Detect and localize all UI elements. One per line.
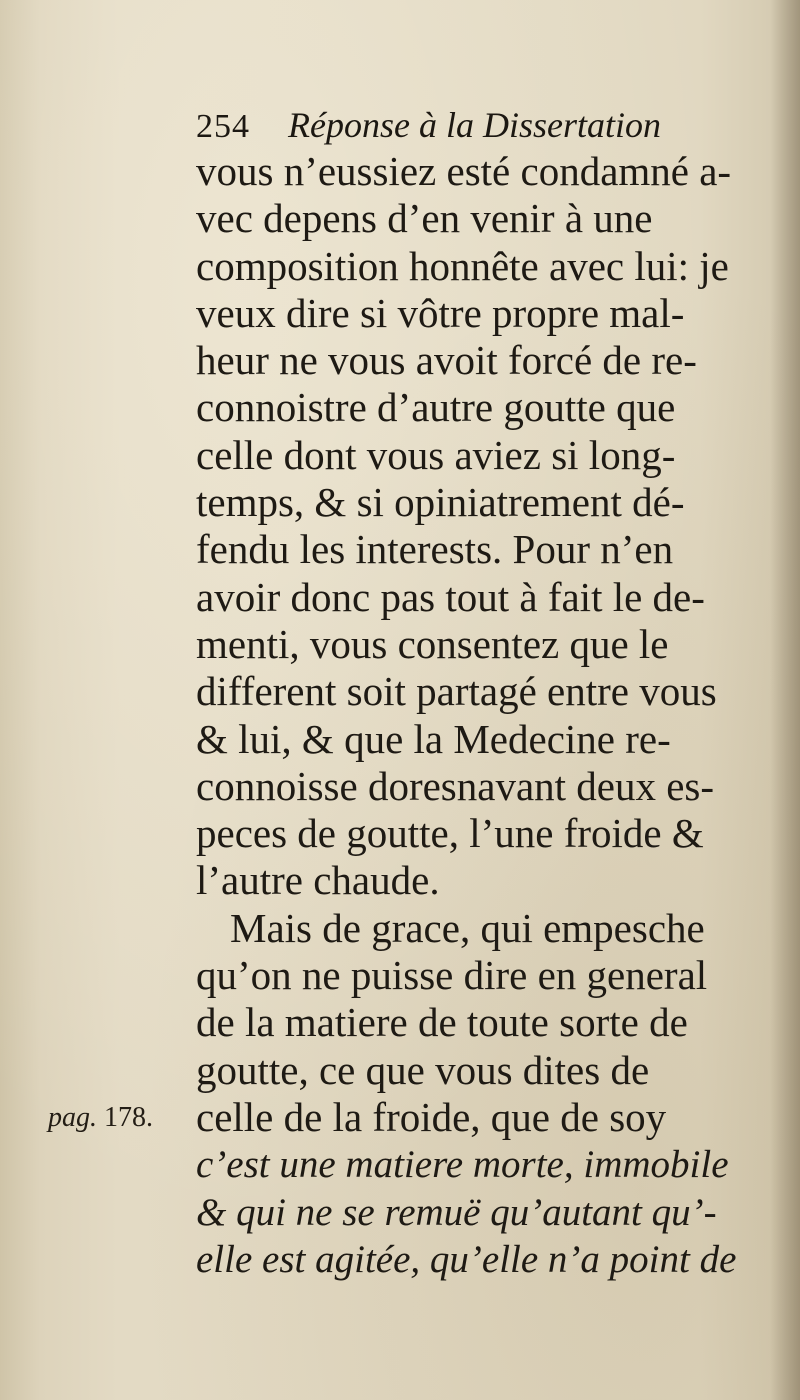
- text-line: & lui, & que la Medecine re-: [196, 715, 671, 762]
- text-line: celle dont vous aviez si long-: [196, 431, 676, 478]
- margin-reference-number: 178.: [104, 1102, 153, 1133]
- text-line: de la matiere de toute sorte de: [196, 999, 688, 1046]
- page-header: [196, 100, 756, 150]
- text-line: qu’on ne puisse dire en general: [196, 952, 708, 999]
- quoted-text-line: elle est agitée, qu’elle n’a point de: [196, 1237, 737, 1281]
- margin-reference-abbrev: pag.: [48, 1102, 97, 1133]
- paragraph-start-line: Mais de grace, qui empesche: [230, 904, 705, 951]
- text-line: fendu les interests. Pour n’en: [196, 526, 674, 573]
- text-line: veux dire si vôtre propre mal-: [196, 289, 685, 336]
- text-line: celle de la froide, que de soy: [196, 1093, 667, 1140]
- text-line: l’autre chaude.: [196, 857, 440, 904]
- margin-reference: [48, 1102, 153, 1134]
- quoted-text-line: & qui ne se remuë qu’autant qu’-: [196, 1190, 717, 1234]
- text-line: peces de goutte, l’une froide &: [196, 810, 704, 857]
- text-line: different soit partagé entre vous: [196, 668, 717, 715]
- body-text: [196, 148, 776, 1283]
- text-line: avoir donc pas tout à fait le de-: [196, 573, 705, 620]
- text-line: connoistre d’autre goutte que: [196, 384, 676, 431]
- quoted-text-line: c’est une matiere morte, immobile: [196, 1143, 729, 1187]
- text-line: composition honnête avec lui: je: [196, 242, 729, 289]
- text-line: goutte, ce que vous dites de: [196, 1046, 650, 1093]
- page-number: 254: [196, 108, 250, 145]
- text-line: temps, & si opiniatrement dé-: [196, 479, 685, 526]
- text-line: connoisse doresnavant deux es-: [196, 762, 715, 809]
- running-head: Réponse à la Dissertation: [288, 105, 661, 145]
- text-line: menti, vous consentez que le: [196, 620, 669, 667]
- text-line: heur ne vous avoit forcé de re-: [196, 337, 697, 384]
- text-line: vous n’eussiez esté condamné a-: [196, 148, 732, 194]
- text-line: vec depens d’en venir à une: [196, 195, 653, 242]
